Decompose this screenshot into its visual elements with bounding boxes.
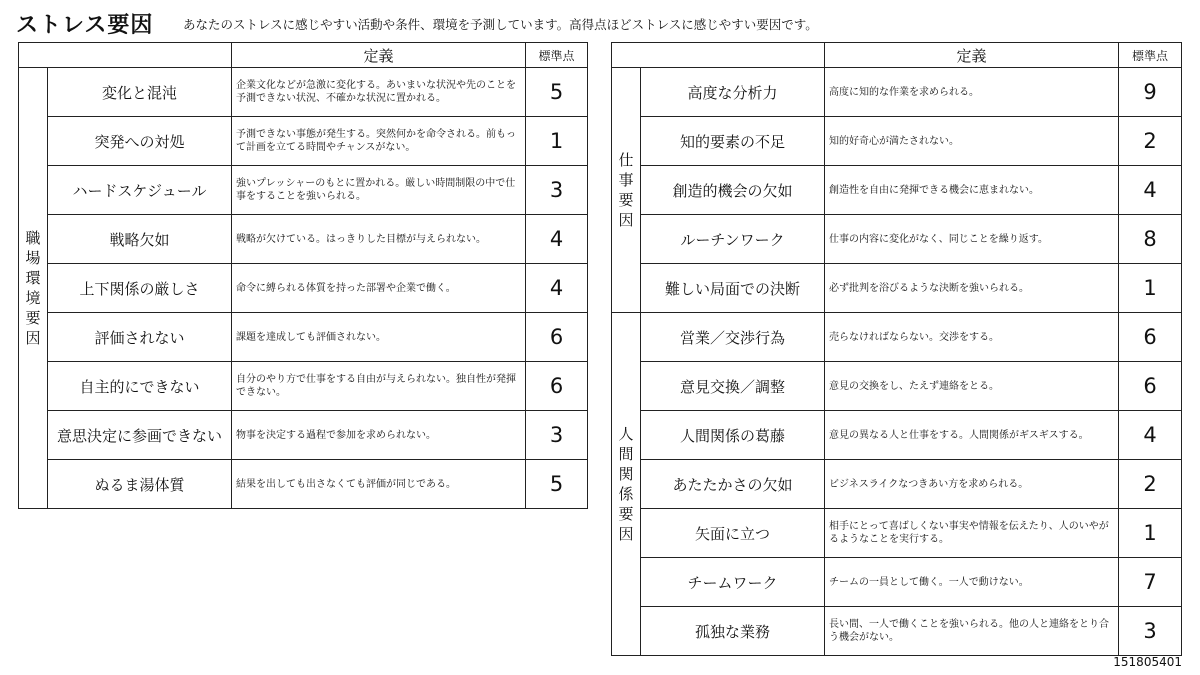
factor-score: 4 [526,215,588,264]
factor-definition: 戦略が欠けている。はっきりした目標が与えられない。 [232,215,526,264]
table-row [612,166,1182,215]
score-column-header: 標準点 [526,43,588,68]
factor-name: 創造的機会の欠如 [641,166,825,215]
factor-definition: 高度に知的な作業を求められる。 [825,68,1119,117]
factor-name: 高度な分析力 [641,68,825,117]
table-row [612,117,1182,166]
factor-score: 4 [1119,166,1182,215]
job-relationship-stress-table [611,42,1182,656]
group-label-char: 職 [25,229,41,247]
factor-definition: 必ず批判を浴びるような決断を強いられる。 [825,264,1119,313]
table-row [612,362,1182,411]
factor-score: 5 [526,460,588,509]
table-row [612,264,1182,313]
factor-score: 8 [1119,215,1182,264]
factor-definition: 命令に縛られる体質を持った部署や企業で働く。 [232,264,526,313]
factor-score: 3 [526,166,588,215]
table-row [19,215,588,264]
factor-name: 突発への対処 [48,117,232,166]
table-row [19,68,588,117]
factor-definition: 売らなければならない。交渉をする。 [825,313,1119,362]
table-row [19,166,588,215]
factor-definition: 仕事の内容に変化がなく、同じことを繰り返す。 [825,215,1119,264]
factor-score: 7 [1119,558,1182,607]
factor-name: 評価されない [48,313,232,362]
factor-definition: ビジネスライクなつきあい方を求められる。 [825,460,1119,509]
table-row [612,607,1182,656]
factor-name: 知的要素の不足 [641,117,825,166]
table-row [19,460,588,509]
factor-definition: 強いプレッシャーのもとに置かれる。厳しい時間制限の中で仕事をすることを強いられる。 [232,166,526,215]
page-title: ストレス要因 [16,13,154,38]
factor-name: 戦略欠如 [48,215,232,264]
group-label-char: 人 [618,425,634,443]
factor-definition: チームの一員として働く。一人で動けない。 [825,558,1119,607]
group-label-char: 要 [618,505,634,523]
factor-name: 意思決定に参画できない [48,411,232,460]
factor-name: チームワーク [641,558,825,607]
group-label-char: 係 [618,485,634,503]
table-row [19,264,588,313]
table-row [19,117,588,166]
factor-score: 9 [1119,68,1182,117]
table-row [612,215,1182,264]
header-blank-cell [19,43,232,68]
factor-name: 人間関係の葛藤 [641,411,825,460]
factor-name: ハードスケジュール [48,166,232,215]
factor-definition: 予測できない事態が発生する。突然何かを命令される。前もって計画を立てる時間やチャンスがない。 [232,117,526,166]
factor-name: ぬるま湯体質 [48,460,232,509]
factor-definition: 課題を達成しても評価されない。 [232,313,526,362]
factor-name: 変化と混沌 [48,68,232,117]
factor-definition: 意見の異なる人と仕事をする。人間関係がギスギスする。 [825,411,1119,460]
group-label-char: 因 [25,329,41,347]
group-label-char: 場 [25,249,41,267]
factor-score: 6 [526,313,588,362]
workplace-stress-table [18,42,588,509]
factor-score: 2 [1119,117,1182,166]
factor-definition: 知的好奇心が満たされない。 [825,117,1119,166]
group-label-char: 要 [25,309,41,327]
group-label-char: 事 [618,171,634,189]
factor-score: 6 [526,362,588,411]
table-row [612,68,1182,117]
factor-score: 5 [526,68,588,117]
factor-score: 1 [526,117,588,166]
group-label [612,68,641,313]
factor-name: 営業／交渉行為 [641,313,825,362]
table-row [612,558,1182,607]
table-row [612,411,1182,460]
group-label-char: 因 [618,525,634,543]
factor-score: 6 [1119,362,1182,411]
page-subtitle: あなたのストレスに感じやすい活動や条件、環境を予測しています。高得点ほどストレスに感じやすい要因です。 [183,17,818,32]
factor-score: 4 [526,264,588,313]
factor-name: 矢面に立つ [641,509,825,558]
group-label-char: 関 [618,465,634,483]
factor-score: 6 [1119,313,1182,362]
document-code: 151805401 [1113,655,1182,669]
group-label-char: 仕 [618,151,634,169]
factor-name: 上下関係の厳しさ [48,264,232,313]
group-label-char: 環 [25,269,41,287]
factor-definition: 結果を出しても出さなくても評価が同じである。 [232,460,526,509]
factor-name: 自主的にできない [48,362,232,411]
table-row [19,411,588,460]
table-row [612,460,1182,509]
factor-score: 2 [1119,460,1182,509]
table-row [612,313,1182,362]
factor-score: 1 [1119,264,1182,313]
factor-name: 意見交換／調整 [641,362,825,411]
header-blank-cell [612,43,825,68]
factor-name: ルーチンワーク [641,215,825,264]
table-row [19,313,588,362]
factor-definition: 意見の交換をし、たえず連絡をとる。 [825,362,1119,411]
factor-score: 1 [1119,509,1182,558]
definition-column-header: 定義 [232,43,526,68]
factor-definition: 相手にとって喜ばしくない事実や情報を伝えたり、人のいやがるようなことを実行する。 [825,509,1119,558]
table-row [19,362,588,411]
factor-definition: 創造性を自由に発揮できる機会に恵まれない。 [825,166,1119,215]
factor-score: 3 [526,411,588,460]
definition-column-header: 定義 [825,43,1119,68]
factor-definition: 自分のやり方で仕事をする自由が与えられない。独自性が発揮できない。 [232,362,526,411]
group-label [612,313,641,656]
score-column-header: 標準点 [1119,43,1182,68]
group-label-char: 因 [618,211,634,229]
factor-name: 難しい局面での決断 [641,264,825,313]
factor-name: 孤独な業務 [641,607,825,656]
factor-score: 3 [1119,607,1182,656]
factor-definition: 物事を決定する過程で参加を求められない。 [232,411,526,460]
table-row [612,509,1182,558]
group-label-char: 要 [618,191,634,209]
factor-score: 4 [1119,411,1182,460]
group-label-char: 間 [618,445,634,463]
group-label [19,68,48,509]
factor-definition: 長い間、一人で働くことを強いられる。他の人と連絡をとり合う機会がない。 [825,607,1119,656]
group-label-char: 境 [25,289,41,307]
factor-definition: 企業文化などが急激に変化する。あいまいな状況や先のことを予測できない状況、不確かな状況に置かれる。 [232,68,526,117]
factor-name: あたたかさの欠如 [641,460,825,509]
